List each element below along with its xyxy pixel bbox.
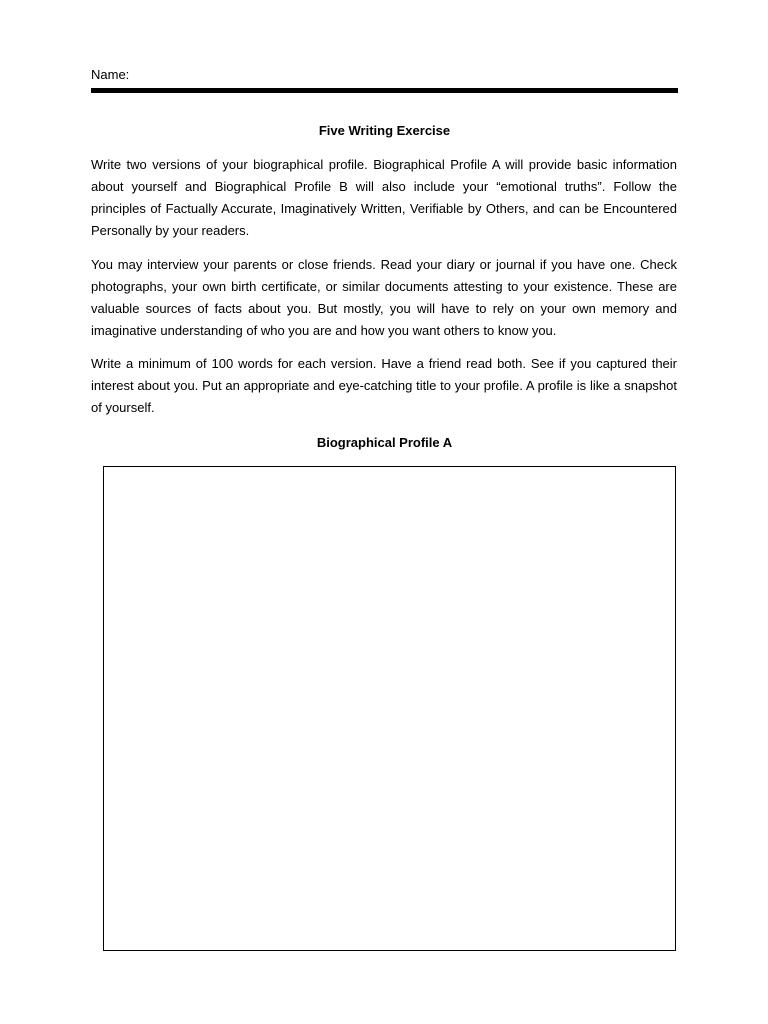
- section-title: Biographical Profile A: [316, 435, 453, 450]
- name-line: [91, 88, 678, 93]
- instruction-paragraph-2: You may interview your parents or close friends. Read your diary or journal if you have one. Check photographs, your own birth certificate, or similar documents attesting to your existence. These are valuable sources of facts about you. But mostly, you will have to rely on your own memory and imaginative understanding of who you are and how you want others to know you.: [91, 257, 677, 338]
- instruction-paragraph-3: Write a minimum of 100 words for each version. Have a friend read both. See if you captured their interest about you. Put an appropriate and eye-catching title to your profile. A profile is like a snapshot of yourself.: [91, 356, 677, 415]
- instruction-paragraph-1: Write two versions of your biographical profile. Biographical Profile A will provide basic information about yourself and Biographical Profile B will also include your “emotional truths”. Follow the principles of Factually Accurate, Imaginatively Written, Verifiable by Others, and can be Encountered Personally by your readers.: [91, 157, 677, 238]
- document-title: Five Writing Exercise: [318, 123, 451, 138]
- profile-writing-box[interactable]: [103, 466, 676, 951]
- name-label: Name:: [91, 67, 130, 82]
